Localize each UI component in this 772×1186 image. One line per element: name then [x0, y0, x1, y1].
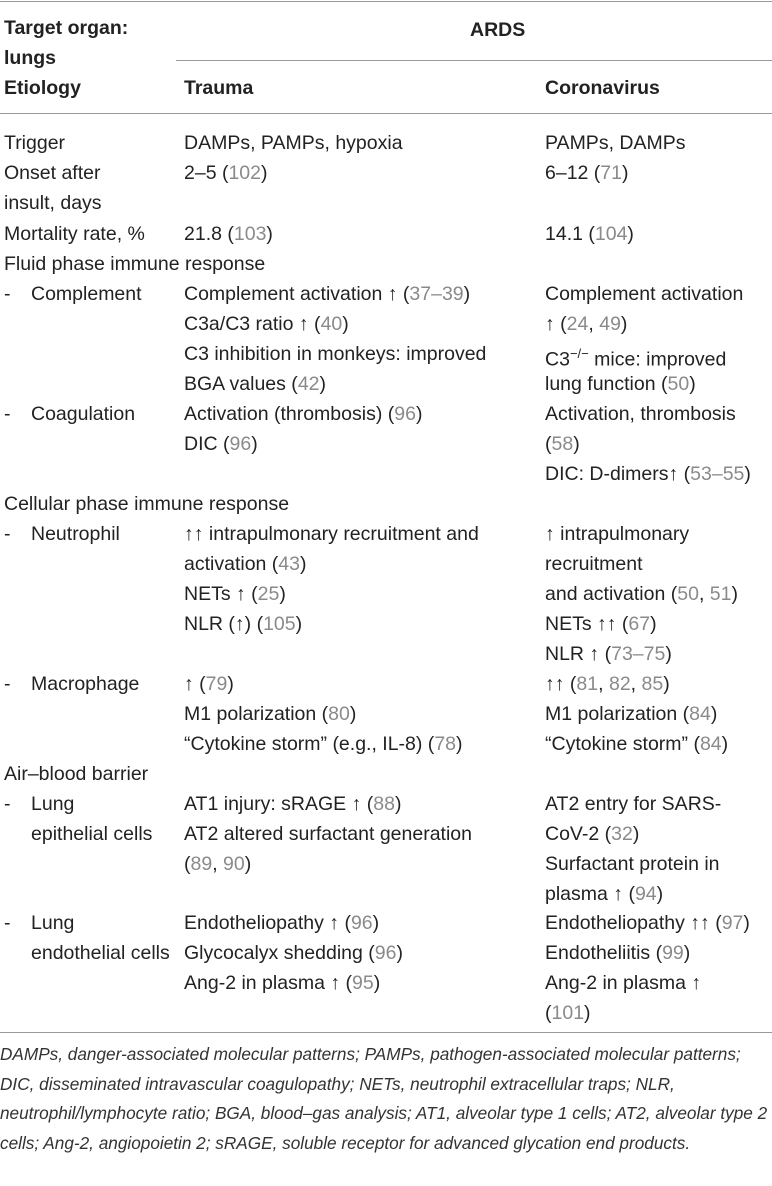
coronavirus-cell-line	[545, 908, 750, 938]
trauma-cell-line	[184, 549, 307, 579]
header-group-ards: ARDS	[470, 19, 526, 41]
trauma-cell-line	[184, 729, 463, 759]
cell-text: 6–12 (	[545, 162, 601, 184]
cell-text: C3 inhibition in monkeys: improved	[184, 343, 487, 365]
reference-number: 71	[600, 162, 622, 184]
trauma-cell-line	[184, 519, 479, 549]
coronavirus-cell-line	[545, 309, 627, 339]
reference-number: 105	[263, 613, 296, 635]
cell-text: lung function (	[545, 373, 668, 395]
cell-text: )	[650, 613, 657, 635]
cell-text: C3	[545, 348, 570, 371]
cell-text: )	[456, 733, 463, 755]
reference-number: 104	[594, 223, 628, 245]
cell-text: Ang-2 in plasma ↑ (	[184, 972, 352, 994]
row-label: Complement	[31, 283, 142, 305]
cell-text: CoV-2 (	[545, 823, 612, 845]
reference-number: 89	[190, 853, 213, 875]
trauma-cell-line	[184, 279, 470, 309]
coronavirus-cell-line	[545, 279, 743, 309]
cell-text: )	[627, 223, 634, 245]
reference-number: 96	[394, 403, 416, 425]
reference-number: 50	[667, 373, 690, 395]
reference-number: 95	[352, 972, 374, 994]
cell-text: and activation (	[545, 583, 678, 605]
coronavirus-cell-line	[545, 699, 717, 729]
coronavirus-cell-line	[545, 879, 663, 909]
cell-text: NETs ↑↑ (	[545, 613, 629, 635]
cell-text: )	[689, 373, 696, 395]
reference-number: 67	[628, 613, 651, 635]
row-label: epithelial cells	[31, 823, 153, 845]
header-target-line-1: Target organ:	[4, 17, 129, 39]
cell-text: )	[295, 613, 303, 635]
coronavirus-cell-line	[545, 849, 720, 879]
cell-text: (	[545, 1002, 552, 1024]
coronavirus-cell-line	[545, 459, 751, 489]
cell-text: )	[342, 313, 349, 335]
reference-number: 79	[205, 673, 228, 695]
cell-text: Activation (thrombosis) (	[184, 403, 395, 425]
cell-text: M1 polarization (	[545, 703, 690, 725]
reference-number: 43	[278, 553, 300, 575]
reference-number: 96	[350, 912, 373, 934]
cell-text: ,	[630, 673, 642, 695]
reference-number: 96	[374, 942, 397, 964]
cell-text: )	[279, 583, 286, 605]
cell-text: )	[656, 883, 664, 905]
row-indent-dash: -	[4, 673, 11, 695]
cell-text: )	[319, 373, 327, 395]
cell-text: )	[349, 703, 357, 725]
trauma-cell-line	[184, 429, 258, 459]
cell-text: PAMPs, DAMPs	[545, 132, 686, 154]
cell-text: Glycocalyx shedding (	[184, 942, 375, 964]
row-label: Coagulation	[31, 403, 136, 425]
trauma-cell-line	[184, 908, 379, 938]
trauma-cell-line	[184, 968, 380, 998]
cell-text: Activation, thrombosis	[545, 403, 736, 425]
cell-text: )	[261, 162, 268, 184]
cell-text: activation (	[184, 553, 279, 575]
cell-text: )	[372, 912, 380, 934]
row-indent-dash: -	[4, 523, 11, 545]
reference-number: 82	[608, 673, 631, 695]
trauma-cell-line	[184, 158, 268, 188]
reference-number: 94	[634, 883, 657, 905]
reference-number: 58	[551, 433, 574, 455]
coronavirus-cell-line	[545, 938, 690, 968]
trauma-cell-line	[184, 579, 286, 609]
cell-text: 21.8 (	[184, 223, 234, 245]
reference-number: 96	[229, 433, 252, 455]
reference-number: 73–75	[611, 643, 666, 665]
coronavirus-cell-line	[545, 219, 634, 249]
cell-text: NLR (↑) (	[184, 613, 264, 635]
bottom-rule	[0, 1032, 772, 1033]
cell-text: )	[300, 553, 307, 575]
superscript: −/−	[569, 346, 589, 361]
cell-text: AT1 injury: sRAGE ↑ (	[184, 793, 374, 815]
cell-text: )	[244, 853, 252, 875]
cell-text: Complement activation	[545, 283, 744, 305]
row-label: Cellular phase immune response	[4, 493, 290, 515]
reference-number: 53–55	[690, 463, 745, 485]
cell-text: ↑↑ (	[545, 673, 577, 695]
reference-number: 88	[373, 793, 395, 815]
cell-text: )	[622, 162, 629, 184]
reference-number: 84	[689, 703, 711, 725]
cell-text: NETs ↑ (	[184, 583, 258, 605]
coronavirus-cell-line	[545, 429, 580, 459]
coronavirus-cell-line	[545, 729, 728, 759]
reference-number: 25	[257, 583, 280, 605]
coronavirus-cell-line	[545, 369, 696, 399]
reference-number: 24	[566, 313, 589, 335]
trauma-cell-line	[184, 789, 401, 819]
cell-text: ↑ (	[184, 673, 206, 695]
cell-text: mice: improved	[588, 348, 727, 371]
cell-text: AT2 entry for SARS-	[545, 793, 722, 815]
reference-number: 101	[551, 1002, 585, 1024]
coronavirus-cell-line	[545, 968, 701, 998]
cell-text: )	[744, 463, 751, 485]
top-rule	[0, 1, 772, 2]
row-label: Fluid phase immune response	[4, 253, 266, 275]
trauma-cell-line	[184, 938, 403, 968]
trauma-cell-line	[184, 849, 251, 879]
coronavirus-cell-line	[545, 998, 591, 1028]
cell-text: ,	[598, 673, 609, 695]
row-label: endothelial cells	[31, 942, 170, 964]
trauma-cell-line	[184, 309, 349, 339]
cell-text: M1 polarization (	[184, 703, 329, 725]
cell-text: )	[632, 823, 640, 845]
coronavirus-cell-line	[545, 579, 738, 609]
cell-text: )	[227, 673, 234, 695]
trauma-cell-line	[184, 128, 403, 158]
cell-text: )	[584, 1002, 591, 1024]
cell-text: BGA values (	[184, 373, 298, 395]
reference-number: 37–39	[409, 283, 464, 305]
cell-text: 14.1 (	[545, 223, 595, 245]
cell-text: Complement activation ↑ (	[184, 283, 410, 305]
cell-text: )	[620, 313, 628, 335]
cell-text: 2–5 (	[184, 162, 229, 184]
cell-text: )	[683, 942, 691, 964]
cell-text: )	[731, 583, 738, 605]
cell-text: Endotheliitis (	[545, 942, 663, 964]
cell-text: )	[394, 793, 402, 815]
cell-text: C3a/C3 ratio ↑ (	[184, 313, 321, 335]
cell-text: )	[663, 673, 670, 695]
cell-text: )	[743, 912, 750, 934]
row-indent-dash: -	[4, 403, 11, 425]
cell-text: )	[463, 283, 471, 305]
row-label: Onset after	[4, 162, 101, 184]
reference-number: 40	[320, 313, 343, 335]
cell-text: )	[573, 433, 580, 455]
header-coronavirus: Coronavirus	[545, 77, 660, 99]
cell-text: “Cytokine storm” (	[545, 733, 700, 755]
cell-text: )	[396, 942, 403, 964]
cell-text: ,	[588, 313, 600, 335]
reference-number: 85	[641, 673, 664, 695]
cell-text: recruitment	[545, 553, 643, 575]
trauma-cell-line	[184, 669, 234, 699]
cell-text: “Cytokine storm” (e.g., IL-8) (	[184, 733, 435, 755]
header-etiology: Etiology	[4, 77, 81, 99]
header-trauma: Trauma	[184, 77, 254, 99]
row-indent-dash: -	[4, 793, 11, 815]
trauma-cell-line	[184, 399, 422, 429]
table-footnote: DAMPs, danger-associated molecular patterns; PAMPs, pathogen-associated molecular patterns; DIC, disseminated intravascular coagulopathy; NETs, neutrophil extracellular traps; NLR, neutrophil/lymphocyte ratio; BGA, blood–gas analysis; AT1, alveolar type 1 cells; AT2, alveolar type 2 cells; Ang-2, angiopoietin 2; sRAGE, soluble receptor for advanced glycation end products.	[0, 1044, 768, 1153]
row-label: Air–blood barrier	[4, 763, 149, 785]
coronavirus-cell-line	[545, 669, 670, 699]
cell-text: )	[710, 703, 718, 725]
cell-text: ↑ intrapulmonary	[545, 523, 690, 545]
row-label: Mortality rate, %	[4, 223, 145, 245]
cell-text: (	[545, 433, 552, 455]
reference-number: 80	[328, 703, 350, 725]
reference-number: 90	[223, 853, 245, 875]
row-label: Lung	[31, 912, 75, 934]
reference-number: 51	[709, 583, 732, 605]
cell-text: )	[721, 733, 729, 755]
coronavirus-cell-line	[545, 819, 639, 849]
trauma-cell-line	[184, 339, 486, 369]
cell-text: DIC: D-dimers↑ (	[545, 463, 691, 485]
row-label: Macrophage	[31, 673, 140, 695]
cell-text: ,	[698, 583, 710, 605]
coronavirus-cell-line	[545, 158, 629, 188]
reference-number: 84	[699, 733, 722, 755]
cell-text: ↑↑ intrapulmonary recruitment and	[184, 523, 479, 545]
cell-text: )	[665, 643, 672, 665]
cell-text: Endotheliopathy ↑↑ (	[545, 912, 722, 934]
cell-text: AT2 altered surfactant generation	[184, 823, 472, 845]
reference-number: 102	[228, 162, 261, 184]
cell-text: DIC (	[184, 433, 230, 455]
coronavirus-cell-line	[545, 128, 686, 158]
cell-text: plasma ↑ (	[545, 883, 635, 905]
coronavirus-cell-line	[545, 639, 672, 669]
cell-text: DAMPs, PAMPs, hypoxia	[184, 132, 403, 154]
trauma-cell-line	[184, 609, 302, 639]
trauma-cell-line	[184, 219, 273, 249]
reference-number: 32	[611, 823, 633, 845]
coronavirus-cell-line	[545, 789, 721, 819]
trauma-cell-line	[184, 369, 326, 399]
reference-number: 49	[599, 313, 621, 335]
reference-number: 81	[576, 673, 599, 695]
row-indent-dash: -	[4, 912, 11, 934]
cell-text: Surfactant protein in	[545, 853, 720, 875]
row-indent-dash: -	[4, 283, 11, 305]
cell-text: NLR ↑ (	[545, 643, 612, 665]
cell-text: )	[251, 433, 258, 455]
row-label: insult, days	[4, 192, 102, 214]
row-label: Neutrophil	[31, 523, 120, 545]
reference-number: 97	[721, 912, 744, 934]
cell-text: ,	[212, 853, 224, 875]
cell-text: )	[415, 403, 423, 425]
reference-number: 50	[677, 583, 699, 605]
coronavirus-cell-line	[545, 549, 643, 579]
reference-number: 78	[434, 733, 457, 755]
coronavirus-cell-line	[545, 609, 657, 639]
cell-text: Ang-2 in plasma ↑	[545, 972, 702, 994]
cell-text: )	[373, 972, 381, 994]
row-label: Lung	[31, 793, 75, 815]
reference-number: 42	[297, 373, 320, 395]
cell-text: )	[266, 223, 273, 245]
header-rule	[0, 113, 772, 114]
ards-rule	[176, 60, 772, 61]
cell-text: (	[184, 853, 191, 875]
coronavirus-cell-line	[545, 519, 689, 549]
cell-text: Endotheliopathy ↑ (	[184, 912, 351, 934]
trauma-cell-line	[184, 699, 356, 729]
cell-text: ↑ (	[545, 313, 567, 335]
trauma-cell-line	[184, 819, 472, 849]
reference-number: 103	[233, 223, 267, 245]
row-label: Trigger	[4, 132, 66, 154]
coronavirus-cell-line	[545, 399, 736, 429]
reference-number: 99	[662, 942, 684, 964]
header-target-line-2: lungs	[4, 47, 56, 69]
